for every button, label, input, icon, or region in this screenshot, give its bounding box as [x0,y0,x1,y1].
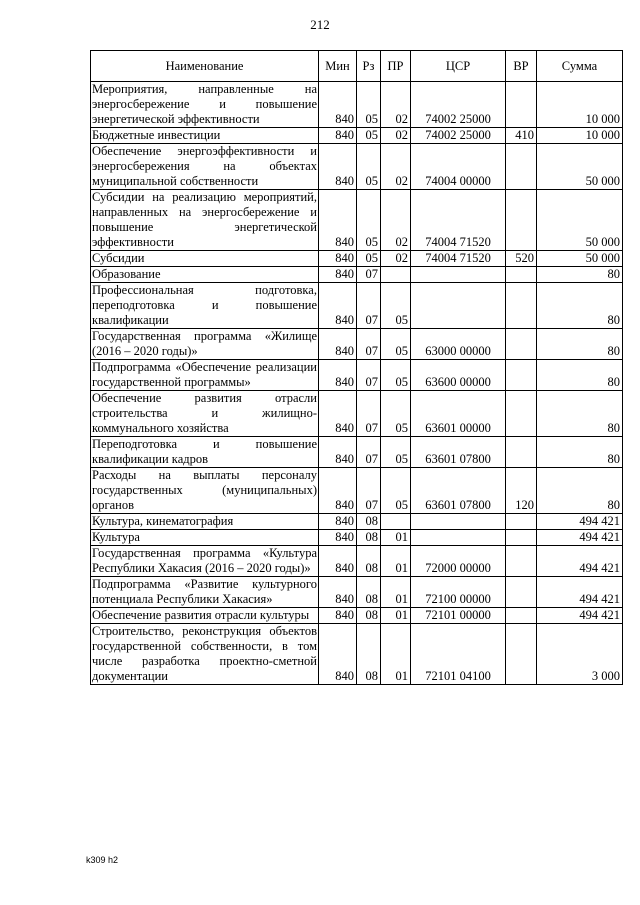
row-pr: 05 [381,437,411,468]
row-vr [506,144,537,190]
row-pr: 02 [381,82,411,128]
row-sum: 494 421 [537,608,623,624]
table-row [91,329,623,360]
table-row [91,577,623,608]
row-sum: 494 421 [537,546,623,577]
row-rz: 07 [357,360,381,391]
row-rz: 08 [357,624,381,685]
row-rz: 08 [357,514,381,530]
row-name: Образование [91,267,319,283]
row-name: Расходы на выплаты персоналу государственных (муниципальных) органов [92,468,317,512]
table-row [91,546,623,577]
row-min: 840 [319,144,357,190]
row-vr [506,530,537,546]
row-pr: 02 [381,144,411,190]
budget-table [90,50,623,685]
row-pr: 05 [381,329,411,360]
table-row [91,360,623,391]
table-row [91,437,623,468]
table-row [91,267,623,283]
row-pr [381,267,411,283]
row-name: Субсидии [91,251,319,267]
header-vr: ВР [506,51,537,82]
row-name: Подпрограмма «Обеспечение реализации государственной программы» [92,360,317,389]
table-header-row [91,51,623,82]
row-sum: 50 000 [537,251,623,267]
row-sum: 80 [537,267,623,283]
table-row [91,391,623,437]
row-name: Субсидии на реализацию мероприятий, направленных на энергосбережение и повышение энергетической эффективности [92,190,317,249]
table-row [91,82,623,128]
row-vr [506,283,537,329]
table-row [91,514,623,530]
row-csr: 72100 00000 [411,577,506,608]
row-name: Государственная программа «Жилище (2016 – 2020 годы)» [92,329,317,358]
header-sum: Сумма [537,51,623,82]
row-csr: 72101 00000 [411,608,506,624]
row-pr: 05 [381,391,411,437]
row-vr: 120 [506,468,537,514]
row-vr [506,437,537,468]
row-csr [411,530,506,546]
row-sum: 50 000 [537,190,623,251]
row-rz: 07 [357,267,381,283]
table-row [91,128,623,144]
row-vr [506,608,537,624]
row-sum: 3 000 [537,624,623,685]
row-rz: 08 [357,546,381,577]
row-rz: 05 [357,144,381,190]
table-row [91,608,623,624]
row-vr [506,360,537,391]
row-name: Мероприятия, направленные на энергосбережение и повышение энергетической эффективности [92,82,317,126]
row-min: 840 [319,468,357,514]
row-csr: 63600 00000 [411,360,506,391]
row-sum: 80 [537,360,623,391]
row-rz: 05 [357,82,381,128]
row-csr: 74002 25000 [411,82,506,128]
row-pr: 05 [381,468,411,514]
row-name: Культура, кинематография [91,514,319,530]
row-min: 840 [319,82,357,128]
row-rz: 07 [357,283,381,329]
row-csr: 74004 71520 [411,190,506,251]
row-min: 840 [319,251,357,267]
row-csr: 74004 71520 [411,251,506,267]
table-row [91,190,623,251]
row-vr [506,329,537,360]
row-min: 840 [319,530,357,546]
row-name: Культура [91,530,319,546]
row-csr [411,283,506,329]
row-vr [506,624,537,685]
row-sum: 80 [537,329,623,360]
row-sum: 80 [537,437,623,468]
row-name: Переподготовка и повышение квалификации кадров [92,437,317,466]
row-sum: 494 421 [537,530,623,546]
row-pr [381,514,411,530]
row-rz: 05 [357,128,381,144]
row-rz: 08 [357,530,381,546]
row-min: 840 [319,577,357,608]
row-name: Обеспечение энергоэффективности и энергосбережения на объектах муниципальной собственности [92,144,317,188]
row-name: Подпрограмма «Развитие культурного потенциала Республики Хакасия» [92,577,317,606]
row-rz: 08 [357,577,381,608]
row-sum: 10 000 [537,128,623,144]
row-rz: 07 [357,468,381,514]
row-min: 840 [319,283,357,329]
row-csr: 74004 00000 [411,144,506,190]
table-row [91,624,623,685]
row-min: 840 [319,329,357,360]
row-vr [506,190,537,251]
row-name: Профессиональная подготовка, переподготовка и повышение квалификации [92,283,317,327]
row-min: 840 [319,391,357,437]
row-vr [506,82,537,128]
row-pr: 02 [381,128,411,144]
row-sum: 494 421 [537,577,623,608]
row-csr: 72000 00000 [411,546,506,577]
row-sum: 50 000 [537,144,623,190]
row-min: 840 [319,546,357,577]
row-sum: 10 000 [537,82,623,128]
row-name: Бюджетные инвестиции [91,128,319,144]
row-csr [411,514,506,530]
row-min: 840 [319,190,357,251]
row-vr [506,577,537,608]
row-rz: 07 [357,329,381,360]
row-min: 840 [319,608,357,624]
row-vr [506,391,537,437]
row-pr: 01 [381,530,411,546]
table-row [91,283,623,329]
row-sum: 494 421 [537,514,623,530]
page-number: 212 [310,17,330,32]
row-pr: 01 [381,624,411,685]
row-csr: 63601 07800 [411,437,506,468]
header-name: Наименование [91,51,319,82]
row-csr [411,267,506,283]
row-sum: 80 [537,391,623,437]
table-row [91,144,623,190]
row-pr: 02 [381,190,411,251]
row-vr [506,514,537,530]
row-rz: 07 [357,437,381,468]
row-min: 840 [319,624,357,685]
header-min: Мин [319,51,357,82]
header-pr: ПР [381,51,411,82]
row-pr: 05 [381,283,411,329]
row-rz: 08 [357,608,381,624]
row-name: Государственная программа «Культура Республики Хакасия (2016 – 2020 годы)» [92,546,317,575]
footer-code: k309 h2 [86,855,119,865]
row-vr [506,546,537,577]
row-name: Обеспечение развития отрасли строительства и жилищно-коммунального хозяйства [92,391,317,435]
row-pr: 01 [381,546,411,577]
row-min: 840 [319,514,357,530]
row-csr: 63601 00000 [411,391,506,437]
row-pr: 01 [381,608,411,624]
row-rz: 05 [357,190,381,251]
row-name: Строительство, реконструкция объектов государственной собственности, в том числе разработка проектно-сметной документации [92,624,317,683]
row-vr: 410 [506,128,537,144]
row-rz: 05 [357,251,381,267]
row-min: 840 [319,267,357,283]
table-row [91,530,623,546]
row-min: 840 [319,360,357,391]
row-vr: 520 [506,251,537,267]
header-rz: Рз [357,51,381,82]
table-row [91,251,623,267]
row-min: 840 [319,128,357,144]
row-csr: 72101 04100 [411,624,506,685]
row-pr: 02 [381,251,411,267]
row-name: Обеспечение развития отрасли культуры [91,608,319,624]
row-csr: 63000 00000 [411,329,506,360]
row-csr: 74002 25000 [411,128,506,144]
row-sum: 80 [537,468,623,514]
row-pr: 01 [381,577,411,608]
row-min: 840 [319,437,357,468]
header-csr: ЦСР [411,51,506,82]
row-csr: 63601 07800 [411,468,506,514]
row-rz: 07 [357,391,381,437]
row-vr [506,267,537,283]
table-row [91,468,623,514]
row-sum: 80 [537,283,623,329]
row-pr: 05 [381,360,411,391]
